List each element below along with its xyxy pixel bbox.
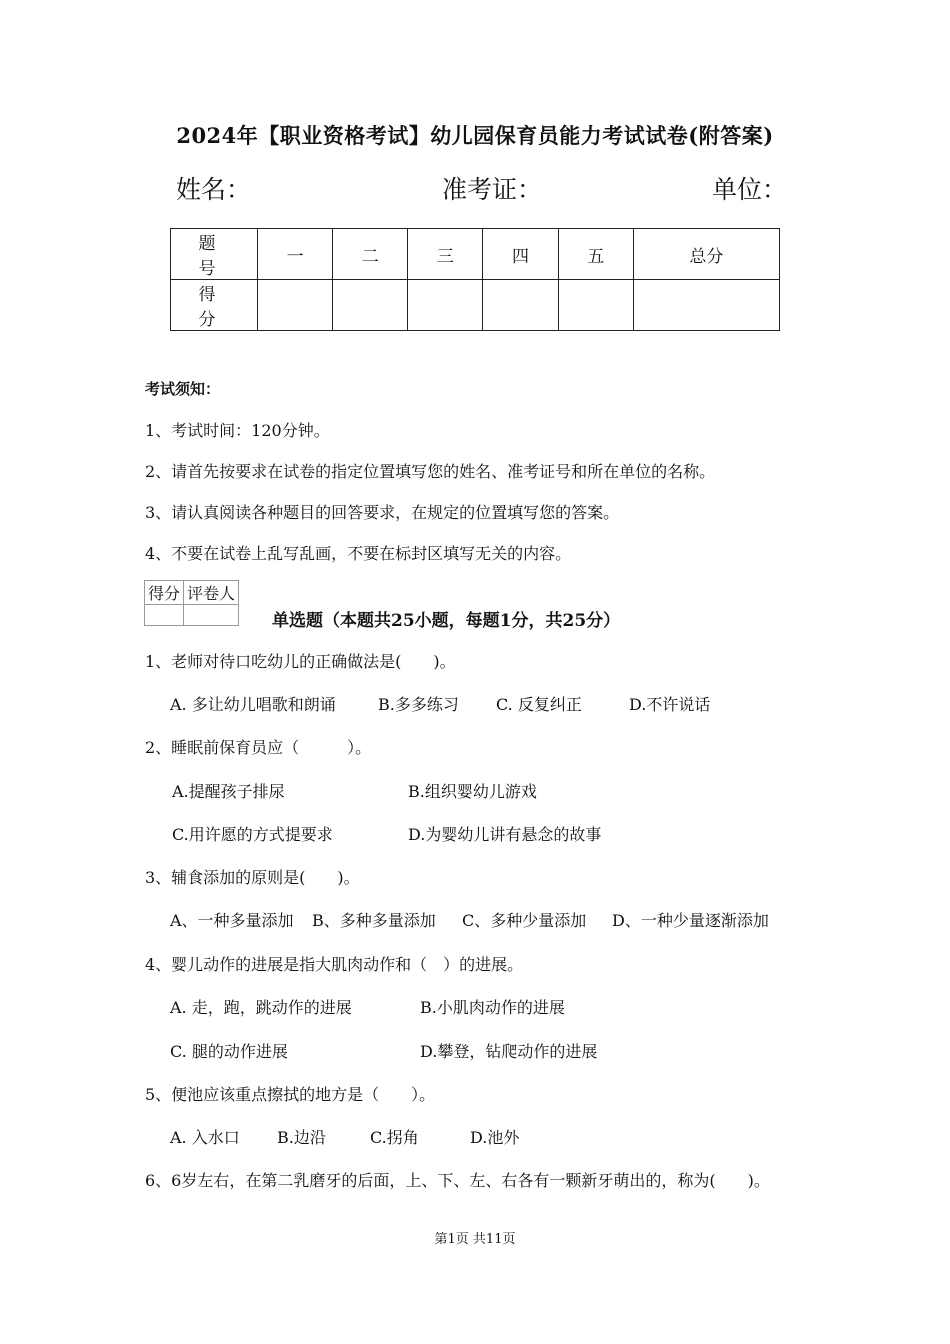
option-text: D.不许说话	[629, 695, 711, 714]
header-cell: 二	[333, 229, 408, 280]
option-text: B.组织婴幼儿游戏	[408, 782, 537, 801]
option-text: C. 腿的动作进展	[170, 1042, 288, 1061]
notice-item: 3、请认真阅读各种题目的回答要求，在规定的位置填写您的答案。	[145, 503, 620, 522]
ticket-field-label: 准考证：	[442, 175, 543, 204]
option-text: B.多多练习	[378, 695, 459, 714]
option-text: A、一种多量添加	[170, 911, 294, 930]
grader-name-cell[interactable]	[184, 605, 239, 626]
option-text: A. 入水口	[170, 1128, 240, 1147]
score-table-score-row	[171, 280, 780, 331]
row-label-cell: 得 分	[171, 280, 258, 331]
header-cell: 题 号	[171, 229, 258, 280]
header-cell: 一	[258, 229, 333, 280]
notice-item: 4、不要在试卷上乱写乱画，不要在标封区填写无关的内容。	[145, 544, 572, 563]
option-text: C.用许愿的方式提要求	[172, 825, 333, 844]
option-text: A. 多让幼儿唱歌和朗诵	[170, 695, 336, 714]
grader-score-label: 得分	[145, 581, 184, 605]
score-cell[interactable]	[408, 280, 483, 331]
page-footer: 第1页 共11页	[434, 1232, 516, 1247]
question-text: 4、婴儿动作的进展是指大肌肉动作和（ ）的进展。	[145, 955, 524, 974]
notice-title: 考试须知：	[145, 380, 221, 398]
unit-field-label: 单位：	[712, 175, 788, 204]
option-text: C. 反复纠正	[496, 695, 582, 714]
score-table	[170, 228, 780, 331]
option-text: D.为婴幼儿讲有悬念的故事	[408, 825, 602, 844]
header-cell: 四	[483, 229, 558, 280]
score-cell[interactable]	[258, 280, 333, 331]
grader-name-label: 评卷人	[184, 581, 239, 605]
name-field-label: 姓名：	[176, 175, 252, 204]
header-cell: 三	[408, 229, 483, 280]
score-cell[interactable]	[333, 280, 408, 331]
option-text: B、多种多量添加	[312, 911, 436, 930]
score-cell[interactable]	[483, 280, 558, 331]
option-text: D、一种少量逐渐添加	[612, 911, 769, 930]
score-cell[interactable]	[558, 280, 633, 331]
grader-table	[144, 580, 239, 626]
option-text: D.攀登，钻爬动作的进展	[420, 1042, 598, 1061]
question-text: 5、便池应该重点擦拭的地方是（ ）。	[145, 1085, 436, 1104]
notice-item: 1、考试时间：120分钟。	[145, 421, 330, 440]
option-text: B.小肌肉动作的进展	[420, 998, 565, 1017]
exam-title: 2024年【职业资格考试】幼儿园保育员能力考试试卷(附答案)	[176, 123, 774, 148]
option-text: C、多种少量添加	[462, 911, 587, 930]
header-cell: 五	[558, 229, 633, 280]
header-cell: 总分	[633, 229, 779, 280]
question-text: 2、睡眠前保育员应（ ）。	[145, 738, 372, 757]
score-table-header-row	[171, 229, 780, 280]
option-text: D.池外	[470, 1128, 520, 1147]
option-text: C.拐角	[370, 1128, 419, 1147]
question-text: 3、辅食添加的原则是( )。	[145, 868, 360, 887]
option-text: A. 走，跑，跳动作的进展	[170, 998, 352, 1017]
question-text: 6、6岁左右，在第二乳磨牙的后面，上、下、左、右各有一颗新牙萌出的，称为( )。	[145, 1171, 770, 1190]
score-cell[interactable]	[633, 280, 779, 331]
question-text: 1、老师对待口吃幼儿的正确做法是( )。	[145, 652, 456, 671]
option-text: B.边沿	[277, 1128, 326, 1147]
section-title: 单选题（本题共25小题，每题1分，共25分）	[272, 611, 621, 631]
option-text: A.提醒孩子排尿	[172, 782, 285, 801]
notice-item: 2、请首先按要求在试卷的指定位置填写您的姓名、准考证号和所在单位的名称。	[145, 462, 716, 481]
grader-score-cell[interactable]	[145, 605, 184, 626]
